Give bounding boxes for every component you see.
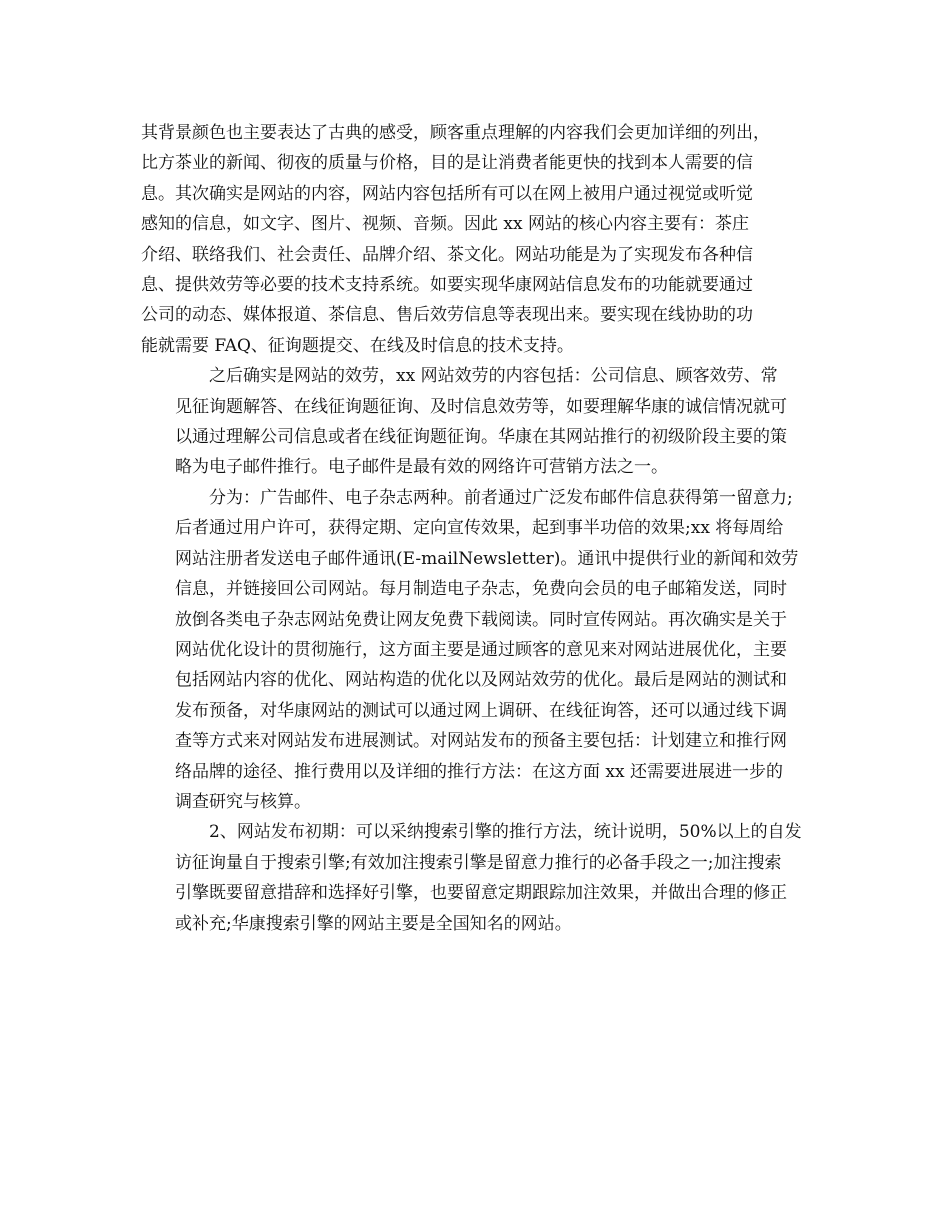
text-line: 能就需要 FAQ、征询题提交、在线及时信息的技术支持。	[141, 335, 574, 356]
text-line: 息、提供效劳等必要的技术支持系统。如要实现华康网站信息发布的功能就要通过	[141, 275, 753, 296]
text-line: 网站优化设计的贯彻施行，这方面主要是通过顾客的意见来对网站进展优化，主要	[175, 639, 787, 660]
text-line: 2、网站发布初期：可以采纳搜索引擎的推行方法，统计说明，50%以上的自发	[209, 822, 802, 843]
text-line: 比方茶业的新闻、彻夜的质量与价格，目的是让消费者能更快的找到本人需要的信	[141, 153, 753, 174]
text-line: 息。其次确实是网站的内容，网站内容包括所有可以在网上被用户通过视觉或听觉	[141, 183, 753, 204]
text-line: 查等方式来对网站发布进展测试。对网站发布的预备主要包括：计划建立和推行网	[175, 731, 787, 752]
text-line: 发布预备，对华康网站的测试可以通过网上调研、在线征询答，还可以通过线下调	[175, 700, 787, 721]
text-line: 调查研究与核算。	[175, 791, 311, 812]
paragraph-4	[141, 817, 813, 939]
text-line: 见征询题解答、在线征询题征询、及时信息效劳等，如要理解华康的诚信情况就可	[175, 396, 787, 417]
text-line: 感知的信息，如文字、图片、视频、音频。因此 xx 网站的核心内容主要有：茶庄	[141, 214, 749, 235]
paragraph-1	[141, 118, 813, 361]
paragraph-2	[141, 361, 813, 483]
text-line: 引擎既要留意措辞和选择好引擎，也要留意定期跟踪加注效果，并做出合理的修正	[175, 883, 787, 904]
text-line: 之后确实是网站的效劳，xx 网站效劳的内容包括：公司信息、顾客效劳、常	[209, 366, 778, 387]
text-line: 略为电子邮件推行。电子邮件是最有效的网络许可营销方法之一。	[175, 457, 668, 478]
text-line: 分为：广告邮件、电子杂志两种。前者通过广泛发布邮件信息获得第一留意力;	[209, 487, 793, 508]
text-line: 放倒各类电子杂志网站免费让网友免费下载阅读。同时宣传网站。再次确实是关于	[175, 609, 787, 630]
text-line: 以通过理解公司信息或者在线征询题征询。华康在其网站推行的初级阶段主要的策	[175, 427, 787, 448]
text-line: 或补充;华康搜索引擎的网站主要是全国知名的网站。	[175, 913, 572, 934]
text-line: 包括网站内容的优化、网站构造的优化以及网站效劳的优化。最后是网站的测试和	[175, 670, 787, 691]
text-line: 访征询量自于搜索引擎;有效加注搜索引擎是留意力推行的必备手段之一;加注搜索	[175, 852, 782, 873]
text-line: 络品牌的途径、推行费用以及详细的推行方法：在这方面 xx 还需要进展进一步的	[175, 761, 783, 782]
paragraph-3	[141, 483, 813, 817]
text-line: 介绍、联络我们、社会责任、品牌介绍、茶文化。网站功能是为了实现发布各种信	[141, 244, 753, 265]
text-line: 公司的动态、媒体报道、茶信息、售后效劳信息等表现出来。要实现在线协助的功	[141, 305, 753, 326]
text-line: 后者通过用户许可，获得定期、定向宣传效果，起到事半功倍的效果;xx 将每周给	[175, 518, 784, 539]
text-line: 网站注册者发送电子邮件通讯(E-mailNewsletter)。通讯中提供行业的新闻和效劳	[175, 548, 799, 569]
text-line: 其背景颜色也主要表达了古典的感受，顾客重点理解的内容我们会更加详细的列出，	[141, 123, 770, 143]
document-body	[141, 118, 813, 939]
text-line: 信息，并链接回公司网站。每月制造电子杂志，免费向会员的电子邮箱发送，同时	[175, 579, 787, 600]
